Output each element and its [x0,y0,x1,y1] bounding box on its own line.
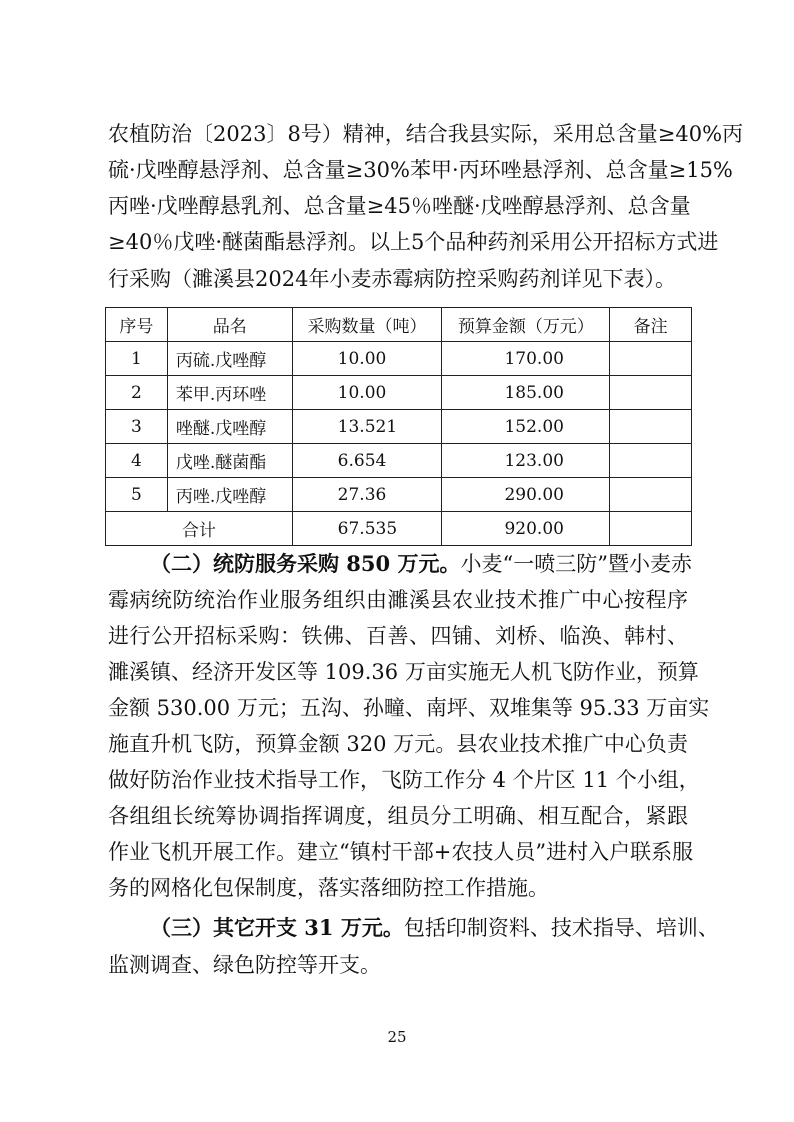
cell-budget: 152.00 [442,410,610,444]
section2-line: 金额 530.00 万元；五沟、孙疃、南坪、双堆集等 95.33 万亩实 [108,696,710,720]
table-row [106,376,692,410]
table-row [106,478,692,512]
total-note [610,512,692,546]
cell-no: 1 [106,342,168,376]
page-number: 25 [387,1028,407,1046]
section2-line: 施直升机飞防，预算金额 320 万元。县农业技术推广中心负责 [108,732,688,756]
cell-no: 4 [106,444,168,478]
intro-line-5: 行采购（濉溪县2024年小麦赤霉病防控采购药剂详见下表）。 [108,267,676,291]
cell-qty: 27.36 [292,478,442,512]
header-no: 序号 [106,308,168,342]
cell-no: 3 [106,410,168,444]
cell-name: 丙唑.戊唑醇 [167,478,292,512]
section2-line: 做好防治作业技术指导工作，飞防工作分 4 个片区 11 个小组， [108,768,700,792]
table-header-row [106,308,692,342]
section2-line: 作业飞机开展工作。建立“镇村干部+农技人员”进村入户联系服 [108,840,694,864]
table-total-row [106,512,692,546]
cell-name: 唑醚.戊唑醇 [167,410,292,444]
cell-note [610,444,692,478]
cell-budget: 185.00 [442,376,610,410]
total-label: 合计 [106,512,293,546]
cell-name: 苯甲.丙环唑 [167,376,292,410]
total-qty: 67.535 [292,512,442,546]
cell-note [610,410,692,444]
cell-qty: 10.00 [292,376,442,410]
cell-budget: 123.00 [442,444,610,478]
header-budget: 预算金额（万元） [442,308,610,342]
section2-heading: （二）统防服务采购 850 万元。 [150,551,461,576]
header-note: 备注 [610,308,692,342]
section2-line: 各组组长统筹协调指挥调度，组员分工明确、相互配合，紧跟 [108,804,688,828]
cell-note [610,376,692,410]
section3-heading: （三）其它开支 31 万元。 [150,915,404,940]
cell-budget: 170.00 [442,342,610,376]
section2-first-line-text: 小麦“一喷三防”暨小麦赤 [460,552,692,576]
cell-budget: 290.00 [442,478,610,512]
section2-line: 霉病统防统治作业服务组织由濉溪县农业技术推广中心按程序 [108,588,688,612]
intro-line-1: 农植防治〔2023〕8号）精神，结合我县实际，采用总含量≥40%丙 [108,122,744,146]
cell-note [610,342,692,376]
intro-line-2: 硫·戊唑醇悬浮剂、总含量≥30%苯甲·丙环唑悬浮剂、总含量≥15% [108,158,733,182]
table-row [106,342,692,376]
section2-first-line [150,547,692,581]
cell-no: 5 [106,478,168,512]
section3-first-line [150,911,719,945]
table-row [106,444,692,478]
intro-line-3: 丙唑·戊唑醇悬乳剂、总含量≥45％唑醚·戊唑醇悬浮剂、总含量 [108,194,691,218]
section2-line: 务的网格化包保制度，落实落细防控工作措施。 [108,876,549,900]
section3-line: 监测调查、绿色防控等开支。 [108,953,381,977]
cell-qty: 13.521 [292,410,442,444]
section2-line: 濉溪镇、经济开发区等 109.36 万亩实施无人机飞防作业，预算 [108,660,699,684]
intro-line-4: ≥40％戊唑·醚菌酯悬浮剂。以上5个品种药剂采用公开招标方式进 [108,230,719,254]
cell-qty: 10.00 [292,342,442,376]
header-qty: 采购数量（吨） [292,308,442,342]
total-budget: 920.00 [442,512,610,546]
cell-no: 2 [106,376,168,410]
section3-first-line-text: 包括印制资料、技术指导、培训、 [403,916,719,940]
cell-qty: 6.654 [292,444,442,478]
table-row [106,410,692,444]
section2-line: 进行公开招标采购：铁佛、百善、四铺、刘桥、临涣、韩村、 [108,624,688,648]
cell-note [610,478,692,512]
cell-name: 戊唑.醚菌酯 [167,444,292,478]
procurement-table [105,307,692,546]
header-name: 品名 [167,308,292,342]
cell-name: 丙硫.戊唑醇 [167,342,292,376]
